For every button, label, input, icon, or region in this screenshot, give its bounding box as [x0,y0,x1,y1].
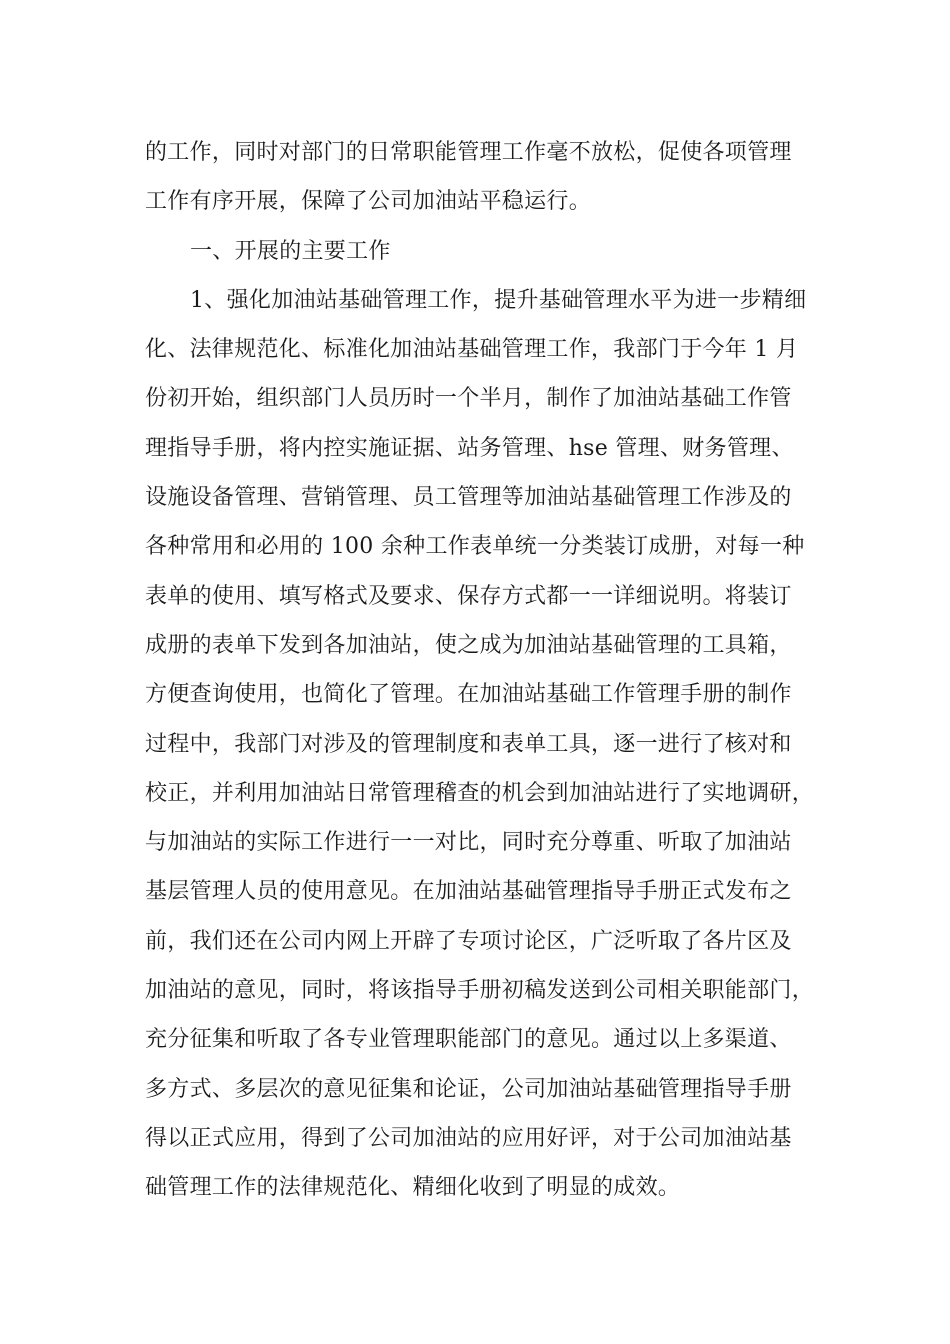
text-line: 的工作，同时对部门的日常职能管理工作毫不放松，促使各项管理 [145,140,792,165]
text-line: 充分征集和听取了各专业管理职能部门的意见。通过以上多渠道、 [145,1027,792,1053]
text-line: 方便查询使用，也简化了管理。在加油站基础工作管理手册的制作 [145,682,792,708]
text-line: 与加油站的实际工作进行一一对比，同时充分尊重、听取了加油站 [145,830,792,856]
text-line: 得以正式应用，得到了公司加油站的应用好评，对于公司加油站基 [145,1125,792,1151]
text-line: 基层管理人员的使用意见。在加油站基础管理指导手册正式发布之 [145,879,792,905]
document-body [145,128,815,1213]
text-line: 过程中，我部门对涉及的管理制度和表单工具，逐一进行了核对和 [145,731,792,757]
text-line: 成册的表单下发到各加油站，使之成为加油站基础管理的工具箱， [145,632,792,658]
text-line: 份初开始，组织部门人员历时一个半月，制作了加油站基础工作管 [145,386,792,412]
paragraph-continuation [145,128,815,227]
text-line: 前，我们还在公司内网上开辟了专项讨论区，广泛听取了各片区及 [145,928,792,954]
text-line: 多方式、多层次的意见征集和论证，公司加油站基础管理指导手册 [145,1076,792,1102]
text-line: 各种常用和必用的 100 余种工作表单统一分类装订成册，对每一种 [145,534,805,560]
text-line: 1、强化加油站基础管理工作，提升基础管理水平为进一步精细 [190,287,807,313]
text-line: 设施设备管理、营销管理、员工管理等加油站基础管理工作涉及的 [145,485,792,511]
text-line: 表单的使用、填写格式及要求、保存方式都一一详细说明。将装订 [145,583,792,609]
text-line: 校正，并利用加油站日常管理稽查的机会到加油站进行了实地调研， [145,780,815,806]
text-line: 化、法律规范化、标准化加油站基础管理工作，我部门于今年 1 月 [145,337,799,363]
heading-line: 一、开展的主要工作 [190,238,391,264]
text-line: 础管理工作的法律规范化、精细化收到了明显的成效。 [145,1175,681,1201]
text-line: 工作有序开展，保障了公司加油站平稳运行。 [145,189,592,215]
text-line: 理指导手册，将内控实施证据、站务管理、hse 管理、财务管理、 [145,435,794,461]
paragraph-item-1 [145,276,815,1213]
section-heading [145,227,815,276]
text-line: 加油站的意见，同时，将该指导手册初稿发送到公司相关职能部门， [145,978,815,1004]
